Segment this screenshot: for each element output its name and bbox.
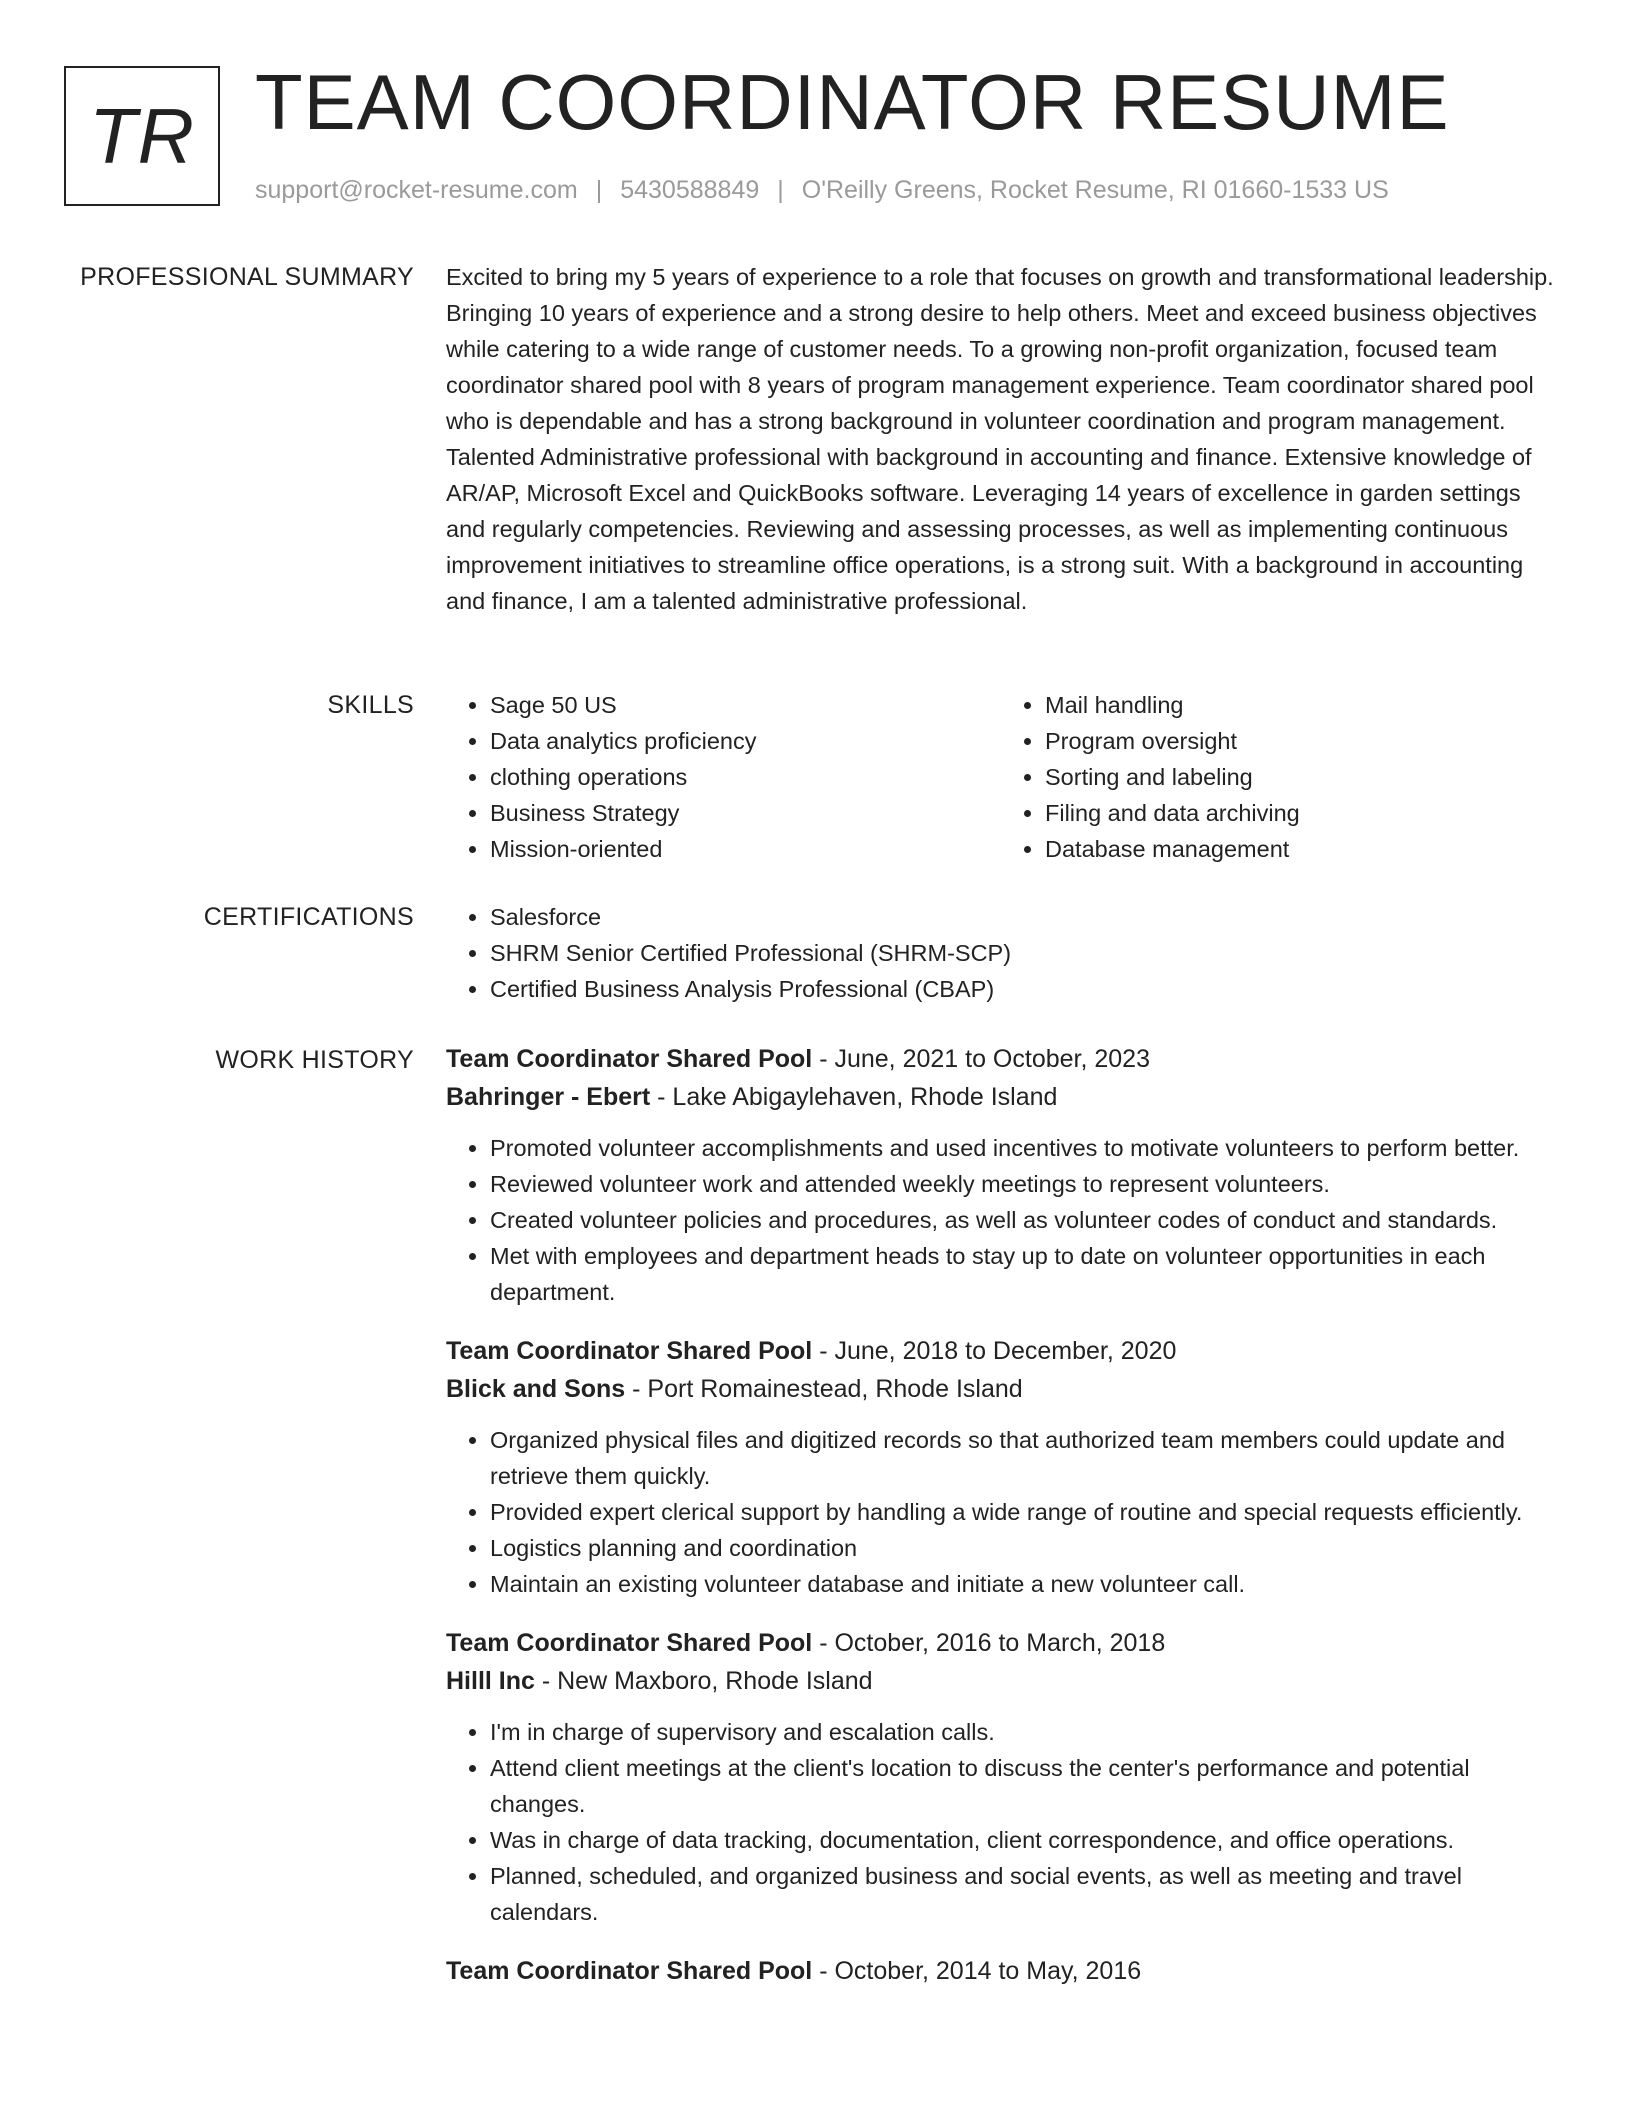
skill-item: • Business Strategy — [490, 795, 1001, 831]
job-location: - Port Romainestead, Rhode Island — [625, 1375, 1023, 1403]
work-history-body — [446, 1040, 1556, 2012]
skill-item: • Mail handling — [1045, 687, 1556, 723]
job-location: - Lake Abigaylehaven, Rhode Island — [650, 1083, 1058, 1111]
job-entry — [446, 1624, 1556, 1930]
job-duties — [446, 1714, 1556, 1930]
job-company-line — [446, 1370, 1556, 1408]
skill-item: • clothing operations — [490, 759, 1001, 795]
contact-separator: | — [595, 176, 603, 204]
job-title: Team Coordinator Shared Pool — [446, 1957, 813, 1985]
job-duty: • Organized physical files and digitized records so that authorized team members could update and retrieve them quickly. — [490, 1422, 1556, 1494]
summary-text: Excited to bring my 5 years of experience to a role that focuses on growth and transformational leadership. Bringing 10 years of experience and a strong desire to help others. Meet and exceed business objectives while catering to a wide range of customer needs. To a growing non-profit organization, focused team coordinator shared pool with 8 years of program management experience. Team coordinator shared pool who is dependable and has a strong background in volunteer coordination and program management. Talented Administrative professional with background in accounting and finance. Extensive knowledge of AR/AP, Microsoft Excel and QuickBooks software. Leveraging 14 years of excellence in garden settings and regularly competencies. Reviewing and assessing processes, as well as implementing continuous improvement initiatives to streamline office operations, is a strong suit. With a background in accounting and finance, I am a talented administrative professional. — [446, 264, 1554, 614]
summary-heading: PROFESSIONAL SUMMARY — [80, 263, 414, 291]
certifications-list — [446, 899, 1556, 1007]
job-location: - New Maxboro, Rhode Island — [534, 1667, 873, 1695]
summary-body — [446, 259, 1556, 619]
job-company-line — [446, 1078, 1556, 1116]
job-dates: - June, 2018 to December, 2020 — [812, 1337, 1177, 1365]
certifications-body — [446, 899, 1556, 1007]
job-duty: • Logistics planning and coordination — [490, 1530, 1556, 1566]
job-duty: • I'm in charge of supervisory and escalation calls. — [490, 1714, 1556, 1750]
monogram-badge — [64, 66, 220, 206]
job-duty: • Promoted volunteer accomplishments and used incentives to motivate volunteers to perform better. — [490, 1130, 1556, 1166]
job-title: Team Coordinator Shared Pool — [446, 1045, 813, 1073]
job-title-line — [446, 1952, 1556, 1990]
job-duty: • Maintain an existing volunteer database and initiate a new volunteer call. — [490, 1566, 1556, 1602]
skill-item: • Mission-oriented — [490, 831, 1001, 867]
job-title-line — [446, 1624, 1556, 1662]
job-company: Bahringer - Ebert — [446, 1083, 651, 1111]
job-company: Blick and Sons — [446, 1375, 626, 1403]
job-duty: • Was in charge of data tracking, documentation, client correspondence, and office operations. — [490, 1822, 1556, 1858]
job-dates: - October, 2014 to May, 2016 — [812, 1957, 1142, 1985]
certification-item: • Salesforce — [490, 899, 1556, 935]
job-title: Team Coordinator Shared Pool — [446, 1629, 813, 1657]
certification-item: • Certified Business Analysis Professional (CBAP) — [490, 971, 1556, 1007]
job-title-line — [446, 1332, 1556, 1370]
job-entry — [446, 1952, 1556, 1990]
skills-heading: SKILLS — [327, 691, 414, 719]
skills-list-right — [1001, 687, 1556, 867]
skill-item: • Filing and data archiving — [1045, 795, 1556, 831]
job-company-line — [446, 1662, 1556, 1700]
contact-email[interactable]: support@rocket-resume.com — [255, 176, 578, 204]
skill-item: • Sorting and labeling — [1045, 759, 1556, 795]
contact-line — [255, 176, 1389, 205]
skills-list-left — [446, 687, 1001, 867]
job-company: Hilll Inc — [446, 1667, 535, 1695]
skill-item: • Data analytics proficiency — [490, 723, 1001, 759]
certifications-heading: CERTIFICATIONS — [203, 903, 414, 931]
job-dates: - June, 2021 to October, 2023 — [812, 1045, 1150, 1073]
job-entry — [446, 1332, 1556, 1602]
job-entry — [446, 1040, 1556, 1310]
job-duty: • Reviewed volunteer work and attended weekly meetings to represent volunteers. — [490, 1166, 1556, 1202]
job-duty: • Met with employees and department heads to stay up to date on volunteer opportunities in each department. — [490, 1238, 1556, 1310]
contact-separator: | — [777, 176, 784, 204]
contact-address: O'Reilly Greens, Rocket Resume, RI 01660-1533 US — [801, 176, 1389, 204]
skills-body — [446, 687, 1556, 867]
job-duties — [446, 1422, 1556, 1602]
job-title-line — [446, 1040, 1556, 1078]
job-duty: • Attend client meetings at the client's location to discuss the center's performance and potential changes. — [490, 1750, 1556, 1822]
skill-item: • Program oversight — [1045, 723, 1556, 759]
job-dates: - October, 2016 to March, 2018 — [812, 1629, 1166, 1657]
job-duty: • Provided expert clerical support by handling a wide range of routine and special requests efficiently. — [490, 1494, 1556, 1530]
skill-item: • Database management — [1045, 831, 1556, 867]
certification-item: • SHRM Senior Certified Professional (SHRM-SCP) — [490, 935, 1556, 971]
job-duty: • Created volunteer policies and procedures, as well as volunteer codes of conduct and standards. — [490, 1202, 1556, 1238]
skill-item: • Sage 50 US — [490, 687, 1001, 723]
job-duty: • Planned, scheduled, and organized business and social events, as well as meeting and travel calendars. — [490, 1858, 1556, 1930]
resume-title: TEAM COORDINATOR RESUME — [255, 58, 1450, 146]
monogram-initials: TR — [89, 91, 195, 180]
job-duties — [446, 1130, 1556, 1310]
contact-phone[interactable]: 5430588849 — [620, 176, 760, 204]
job-title: Team Coordinator Shared Pool — [446, 1337, 813, 1365]
work-history-heading: WORK HISTORY — [215, 1046, 414, 1074]
